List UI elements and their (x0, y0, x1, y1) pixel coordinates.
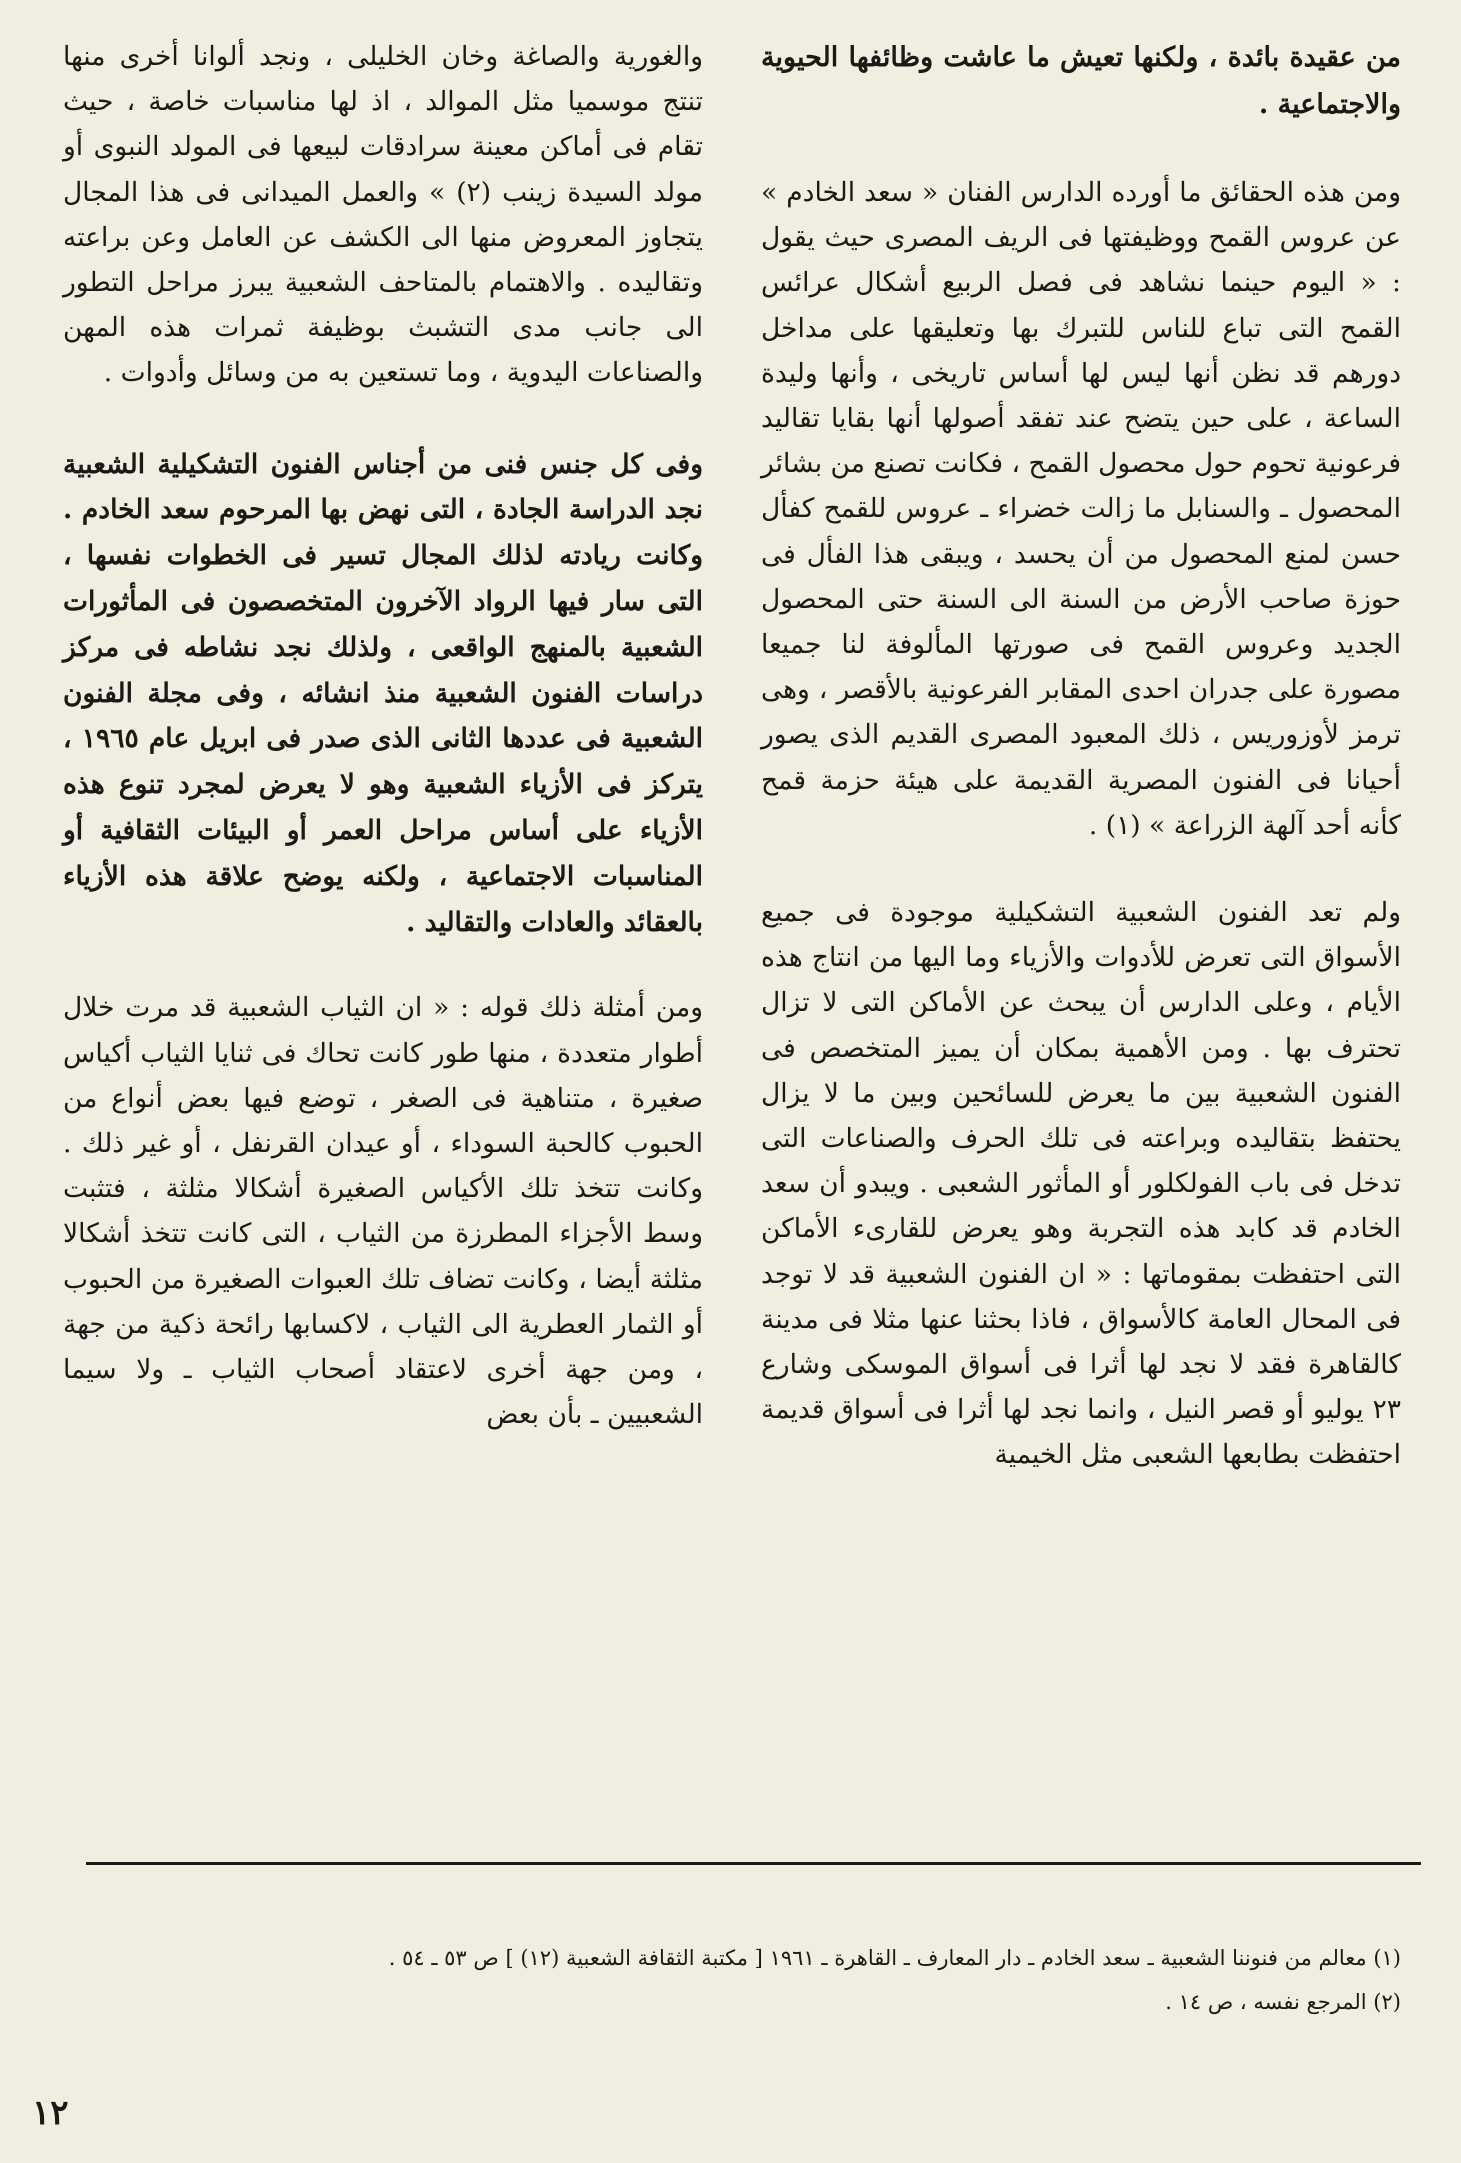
paragraph-gap (63, 945, 703, 985)
paragraph: والغورية والصاغة وخان الخليلى ، ونجد ألوانا أخرى منها تنتج موسميا مثل الموالد ، اذ لها مناسبات خاصة ، حيث تقام فى أماكن معينة سرادقات لبيعها فى المولد النبوى أو مولد السيدة زينب (٢) » والعمل الميدانى فى هذا المجال يتجاوز المعروض منها الى الكشف عن العامل وعن براعته وتقاليده . والاهتمام بالمتاحف الشعبية يبرز مراحل التطور الى جانب مدى التشبث بوظيفة ثمرات هذه المهن والصناعات اليدوية ، وما تستعين به من وسائل وأدوات . (63, 41, 703, 389)
footnote: (٢) المرجع نفسه ، ص ١٤ . (1165, 1990, 1401, 2014)
footnotes (81, 1936, 1401, 2024)
bold-paragraph: وفى كل جنس فنى من أجناس الفنون التشكيلية الشعبية نجد الدراسة الجادة ، التى نهض بها المرحوم سعد الخادم . وكانت ريادته لذلك المجال تسير فى الخطوات نفسها ، التى سار فيها الرواد الآخرون المتخصصون فى المأثورات الشعبية بالمنهج الواقعى ، ولذلك نجد نشاطه فى مركز دراسات الفنون الشعبية منذ انشائه ، وفى مجلة الفنون الشعبية فى عددها الثانى الذى صدر فى ابريل عام ١٩٦٥ ، يتركز فى الأزياء الشعبية وهو لا يعرض لمجرد تنوع هذه الأزياء على أساس مراحل العمر أو البيئات الثقافية أو المناسبات الاجتماعية ، ولكنه يوضح علاقة هذه الأزياء بالعقائد والعادات والتقاليد . (63, 448, 704, 938)
paragraph: ولم تعد الفنون الشعبية التشكيلية موجودة فى جميع الأسواق التى تعرض للأدوات والأزياء وما اليها من انتاج هذه الأيام ، وعلى الدارس أن يبحث عن الأماكن التى لا تزال تحترف بها . ومن الأهمية بمكان أن يميز المتخصص فى الفنون الشعبية بين ما يعرض للسائحين وبين ما لا يزال يحتفظ بتقاليده وبراعته فى تلك الحرف والصناعات التى تدخل فى باب الفولكلور أو المأثور الشعبى . ويبدو أن سعد الخادم قد كابد هذه التجربة وهو يعرض للقارىء الأماكن التى احتفظت بمقوماتها : « ان الفنون الشعبية قد لا توجد فى المحال العامة كالأسواق ، فاذا بحثنا عنها مثلا فى مدينة كالقاهرة فقد لا نجد لها أثرا فى أسواق الموسكى وشارع ٢٣ يوليو أو قصر النيل ، وانما نجد لها أثرا فى أسواق قديمة احتفظت بطابعها الشعبى مثل الخيمية (761, 897, 1401, 1471)
paragraph-gap (761, 848, 1401, 890)
paragraph-gap (761, 128, 1401, 170)
paragraph-gap (63, 396, 703, 442)
right-column (761, 34, 1401, 1478)
paragraph: ومن أمثلة ذلك قوله : « ان الثياب الشعبية قد مرت خلال أطوار متعددة ، منها طور كانت تحاك فى ثنايا الثياب أكياس صغيرة ، متناهية فى الصغر ، توضع فيها بعض أنواع من الحبوب كالحبة السوداء ، أو عيدان القرنفل ، أو غير ذلك . وكانت تتخذ تلك الأكياس الصغيرة أشكالا مثلثة ، فتثبت وسط الأجزاء المطرزة من الثياب ، التى كانت تتخذ أشكالا مثلثة أيضا ، وكانت تضاف تلك العبوات الصغيرة من الحبوب أو الثمار العطرية الى الثياب ، لاكسابها رائحة ذكية من جهة ، ومن جهة أخرى لاعتقاد أصحاب الثياب ـ ولا سيما الشعبيين ـ بأن بعض (63, 992, 703, 1431)
paragraph: ومن هذه الحقائق ما أورده الدارس الفنان « سعد الخادم » عن عروس القمح ووظيفتها فى الريف المصرى حيث يقول : « اليوم حينما نشاهد فى فصل الربيع أشكال عرائس القمح التى تباع للناس للتبرك بها وتعليقها على مداخل دورهم قد نظن أنها ليس لها أساس تاريخى ، وأنها وليدة الساعة ، على حين يتضح عند تفقد أصولها أنها بقايا تقاليد فرعونية تحوم حول محصول القمح ، فكانت تصنع من بشائر المحصول ـ والسنابل ما زالت خضراء ـ عروس للقمح كفأل حسن لمنع المحصول من أن يحسد ، ويبقى هذا الفأل فى حوزة صاحب الأرض من السنة الى السنة حتى المحصول الجديد وعروس القمح فى صورتها المألوفة لنا جميعا مصورة على جدران احدى المقابر الفرعونية بالأقصر ، وهى ترمز لأوزوريس ، ذلك المعبود المصرى القديم الذى يصور أحيانا فى الفنون المصرية القديمة على هيئة حزمة قمح كأنه أحد آلهة الزراعة » (١) . (761, 177, 1401, 841)
footnote: (١) معالم من فنوننا الشعبية ـ سعد الخادم ـ دار المعارف ـ القاهرة ـ ١٩٦١ [ مكتبة الثقافة الشعبية (١٢) ] ص ٥٣ ـ ٥٤ . (388, 1946, 1401, 1970)
footnote-divider (86, 1862, 1421, 1865)
left-column (63, 34, 703, 1437)
section-heading: من عقيدة بائدة ، ولكنها تعيش ما عاشت وظائفها الحيوية والاجتماعية . (761, 42, 1401, 120)
page-number: ١٢ (32, 2093, 69, 2133)
